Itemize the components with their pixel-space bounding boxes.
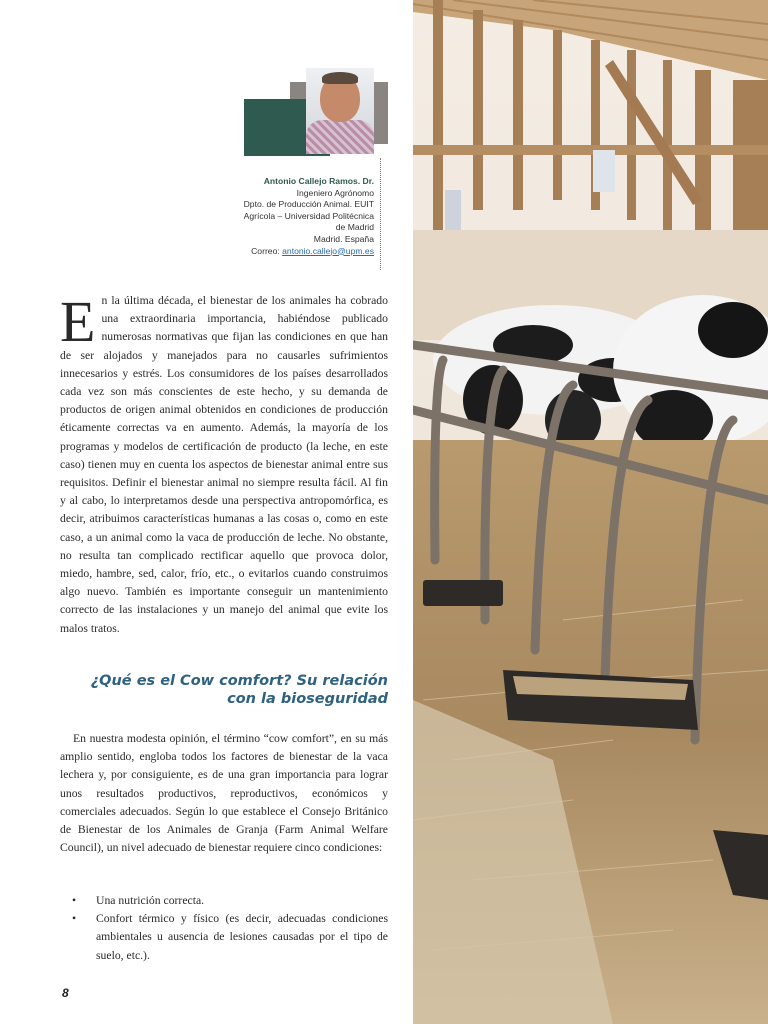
author-name: Antonio Callejo Ramos. Dr. xyxy=(263,176,374,186)
author-line: Agrícola – Universidad Politécnica xyxy=(243,210,374,221)
list-item: • Una nutrición correcta. xyxy=(60,892,388,910)
dotted-divider xyxy=(380,158,381,270)
intro-paragraph xyxy=(60,289,388,638)
section-heading-line2: con la bioseguridad xyxy=(227,691,388,707)
author-line: de Madrid xyxy=(335,222,374,233)
section-paragraph: En nuestra modesta opinión, el término “cow comfort”, en su más amplio sentido, engloba todos los factores de bienestar de la vaca lechera y, por consiguiente, es de una gran importancia para lograr unos resultados productivos, reproductivos, económicos y comerciales adecuados. Según lo que establece el Consejo Británico de Bienestar de los Animales de Granja (Farm Animal Welfare Council), un nivel adecuado de bienestar requiere cinco condiciones: xyxy=(60,732,388,855)
conditions-list xyxy=(60,892,388,965)
intro-text: n la última década, el bienestar de los animales ha cobrado una extraordinaria importancia, habiéndose publicado numerosas normativas que fijan las condiciones en que han de ser alojados y manejados para no causarles sufrimientos innecesarios y estrés. Los consumidores de los países desarrollados cada vez son más conscientes de este hecho, y su demanda de productos de origen animal obtenidos en condiciones de producción éticamente correctas va en aumento. Además, la mayoría de los programas y modelos de certificación de producto (la leche, en este caso) tienen muy en cuenta los aspectos de bienestar animal entre sus requisitos. Definir el bienestar animal no siempre resulta fácil. Al fin y al cabo, lo interpretamos desde una perspectiva antropomórfica, es decir, atribuimos características humanas a las cosas o, como en este caso, a un animal como la vaca de producción de leche. No obstante, no resulta tan complicado rectificar aquello que provoca dolor, miedo, hambre, sed, calor, frío, etc., o evitarlos cuando construimos algo nuevo. También es importante conseguir un mantenimiento correcto de las instalaciones y un manejo del animal que evite los malos tratos. xyxy=(60,294,388,635)
list-item: • Confort térmico y físico (es decir, adecuadas condiciones ambientales u ausencia de lesiones causadas por el tipo de suelo, etc.). xyxy=(60,910,388,965)
author-email-row xyxy=(220,246,374,258)
author-email-link[interactable]: antonio.callejo@upm.es xyxy=(282,245,374,256)
author-line: Madrid. España xyxy=(313,233,374,244)
barn-cows-photo xyxy=(413,0,768,1024)
author-email-label: Correo: xyxy=(251,245,280,256)
author-line: Ingeniero Agrónomo xyxy=(296,187,374,198)
page-number: 8 xyxy=(62,986,69,1000)
author-photo xyxy=(306,68,374,154)
drop-cap: E xyxy=(60,289,96,354)
author-info xyxy=(220,176,374,257)
section-heading-line1: ¿Qué es el Cow comfort? Su relación xyxy=(90,673,388,689)
section-heading xyxy=(60,672,388,708)
author-line: Dpto. de Producción Animal. EUIT xyxy=(243,199,374,210)
